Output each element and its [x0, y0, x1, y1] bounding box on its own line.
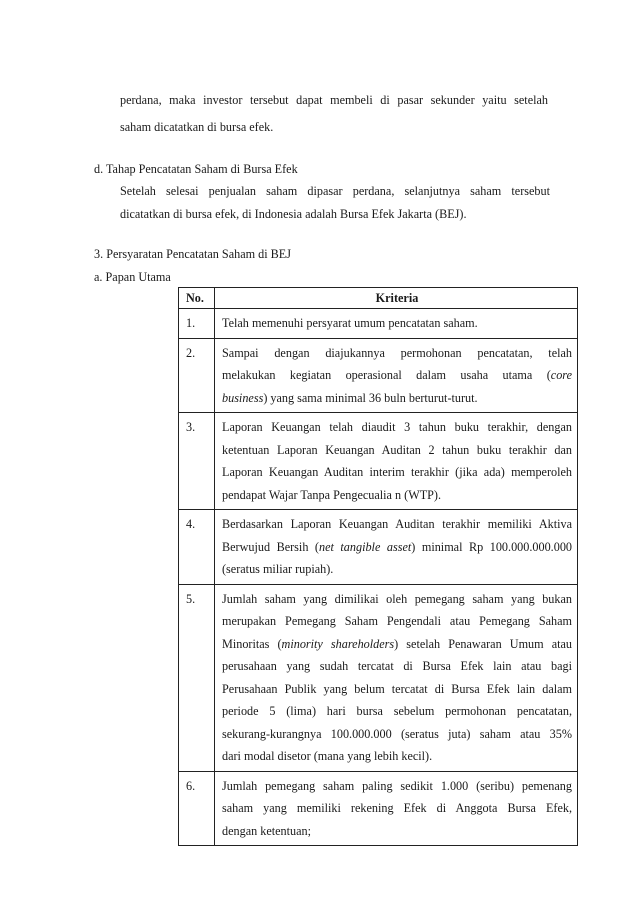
table-row: [179, 771, 578, 846]
header-criteria: Kriteria: [215, 288, 578, 309]
criteria-line: perusahaan yang sudah tercatat di Bursa Efek lain atau bagi: [222, 659, 572, 673]
criteria-line: Laporan Keuangan Auditan interim terakhir (jika ada) memperoleh: [222, 465, 572, 479]
row-number: 2.: [179, 338, 215, 413]
criteria-line: Jumlah saham yang dimilikai oleh pemegang saham yang bukan: [222, 591, 572, 606]
criteria-italic-term: net tangible asset: [319, 539, 412, 554]
row-number: 4.: [179, 510, 215, 585]
section-3-sub-a: a. Papan Utama: [94, 270, 171, 284]
table-row: [179, 584, 578, 771]
criteria-line: periode 5 (lima) hari bursa sebelum permohonan pencatatan,: [222, 704, 572, 718]
criteria-line: dari modal disetor (mana yang lebih kecil).: [222, 749, 433, 763]
row-criteria: [215, 771, 578, 846]
table-row: [179, 338, 578, 413]
criteria-line: [222, 387, 572, 410]
section-d-line-1: Setelah selesai penjualan saham dipasar perdana, selanjutnya saham tersebut: [120, 184, 550, 198]
criteria-line: [222, 364, 572, 387]
criteria-line: Berdasarkan Laporan Keuangan Auditan terakhir memiliki Aktiva: [222, 517, 572, 531]
criteria-line: [222, 536, 572, 559]
criteria-line: (seratus miliar rupiah).: [222, 562, 334, 576]
criteria-line: Telah memenuhi persyarat umum pencatatan saham.: [222, 316, 478, 330]
row-criteria: [215, 510, 578, 585]
criteria-line: sekurang-kurangnya 100.000.000 (seratus juta) saham atau 35%: [222, 726, 572, 741]
row-number: 1.: [179, 309, 215, 339]
criteria-line: Sampai dengan diajukannya permohonan pencatatan, telah: [222, 345, 572, 360]
criteria-line: ketentuan Laporan Keuangan Auditan 2 tahun buku terakhir dan: [222, 442, 572, 457]
section-d-heading: d. Tahap Pencatatan Saham di Bursa Efek: [94, 162, 298, 176]
criteria-line: Perusahaan Publik yang belum tercatat di Bursa Efek lain dalam: [222, 681, 572, 696]
criteria-text: ) yang sama minimal 36 buln berturut-turut.: [263, 390, 478, 405]
table-row: [179, 309, 578, 339]
section-3-heading: 3. Persyaratan Pencatatan Saham di BEJ: [94, 247, 291, 261]
criteria-text: ) setelah Penawaran Umum atau: [394, 636, 573, 651]
section-d-line-2: dicatatkan di bursa efek, di Indonesia adalah Bursa Efek Jakarta (BEJ).: [120, 207, 467, 221]
criteria-text: melakukan kegiatan operasional dalam usaha utama (: [222, 368, 551, 382]
criteria-line: saham yang memiliki rekening Efek di Anggota Bursa Efek,: [222, 801, 572, 815]
table-header-row: [179, 288, 578, 309]
criteria-table: [178, 287, 578, 846]
table-row: [179, 510, 578, 585]
criteria-text: Berwujud Bersih (: [222, 539, 319, 554]
row-number: 6.: [179, 771, 215, 846]
criteria-text: Minoritas (: [222, 636, 282, 651]
row-criteria: [215, 584, 578, 771]
header-no: No.: [179, 288, 215, 309]
criteria-italic-term: minority shareholders: [281, 636, 395, 651]
row-criteria: [215, 309, 578, 339]
table-row: [179, 413, 578, 510]
criteria-italic-term: core: [550, 368, 572, 382]
criteria-line: merupakan Pemegang Saham Pengendali atau Pemegang Saham: [222, 614, 572, 628]
criteria-line: pendapat Wajar Tanpa Pengecualia n (WTP).: [222, 487, 442, 502]
intro-line-1: perdana, maka investor tersebut dapat membeli di pasar sekunder yaitu setelah: [120, 93, 548, 107]
row-criteria: [215, 413, 578, 510]
criteria-line: [222, 633, 572, 656]
row-criteria: [215, 338, 578, 413]
criteria-line: Laporan Keuangan telah diaudit 3 tahun buku terakhir, dengan: [222, 420, 572, 434]
criteria-text: ) minimal Rp 100.000.000.000: [411, 539, 573, 554]
row-number: 5.: [179, 584, 215, 771]
criteria-line: dengan ketentuan;: [222, 823, 312, 838]
criteria-italic-term: business: [222, 390, 264, 405]
intro-line-2: saham dicatatkan di bursa efek.: [120, 120, 274, 134]
criteria-line: Jumlah pemegang saham paling sedikit 1.000 (seribu) pemenang: [222, 778, 572, 793]
row-number: 3.: [179, 413, 215, 510]
